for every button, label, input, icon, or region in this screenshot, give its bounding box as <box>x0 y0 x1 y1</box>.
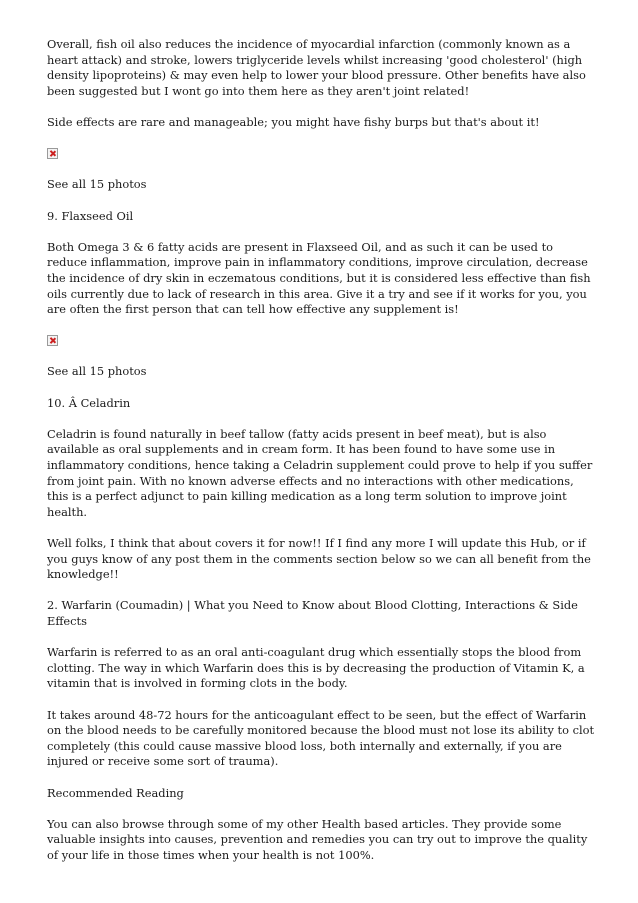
paragraph-flaxseed-oil: Both Omega 3 & 6 fatty acids are present in Flaxseed Oil, and as such it can be used to reduce inflammation, improve pain in inflammatory conditions, improve circulation, decrease the incidence of dry skin in eczematous conditions, but it is considered less effective than fish oils currently due to lack of research in this area. Give it a try and see if it works for you, you are often the first person that can tell how effective any supplement is! <box>47 239 591 317</box>
see-all-photos-link[interactable]: See all 15 photos <box>47 177 147 192</box>
paragraph-recommended-reading: You can also browse through some of my other Health based articles. They provide some valuable insights into causes, prevention and remedies you can try out to improve the quality of your life in those times when your health is not 100%. <box>47 816 588 862</box>
paragraph-fish-oil-benefits: Overall, fish oil also reduces the incidence of myocardial infarction (commonly known as a heart attack) and stroke, lowers triglyceride levels whilst increasing 'good cholesterol' (high density lipoproteins) & may even help to lower your blood pressure. Other benefits have also been suggested but I wont go into them here as they aren't joint related! <box>47 37 586 98</box>
heading-warfarin: 2. Warfarin (Coumadin) | What you Need to Know about Blood Clotting, Interactions & Side Effects <box>47 598 578 628</box>
heading-celadrin: 10. Â Celadrin <box>47 395 131 410</box>
paragraph-warfarin-intro: Warfarin is referred to as an oral anti-coagulant drug which essentially stops the blood from clotting. The way in which Warfarin does this is by decreasing the production of Vitamin K, a vitamin that is involved in forming clots in the body. <box>47 645 585 691</box>
paragraph-closing: Well folks, I think that about covers it for now!! If I find any more I will update this Hub, or if you guys know of any post them in the comments section below so we can all benefit from the knowledge!! <box>47 536 591 582</box>
document-page <box>47 37 595 879</box>
see-all-photos-link[interactable]: See all 15 photos <box>47 364 147 379</box>
broken-image-icon <box>47 335 58 346</box>
broken-image-icon <box>47 148 58 159</box>
broken-image-2 <box>47 333 595 349</box>
paragraph-fish-oil-side-effects: Side effects are rare and manageable; you might have fishy burps but that's about it! <box>47 114 540 129</box>
broken-image-1 <box>47 146 595 162</box>
paragraph-warfarin-effect: It takes around 48-72 hours for the anticoagulant effect to be seen, but the effect of Warfarin on the blood needs to be carefully monitored because the blood must not lose its ability to clot completely (this could cause massive blood loss, both internally and externally, if you are injured or receive some sort of trauma). <box>47 707 595 769</box>
heading-flaxseed-oil: 9. Flaxseed Oil <box>47 208 134 223</box>
heading-recommended-reading: Recommended Reading <box>47 785 184 800</box>
paragraph-celadrin: Celadrin is found naturally in beef tallow (fatty acids present in beef meat), but is also available as oral supplements and in cream form. It has been found to have some use in inflammatory conditions, hence taking a Celadrin supplement could prove to help if you suffer from joint pain. With no known adverse effects and no interactions with other medications, this is a perfect adjunct to pain killing medication as a long term solution to improve joint health. <box>47 426 593 519</box>
